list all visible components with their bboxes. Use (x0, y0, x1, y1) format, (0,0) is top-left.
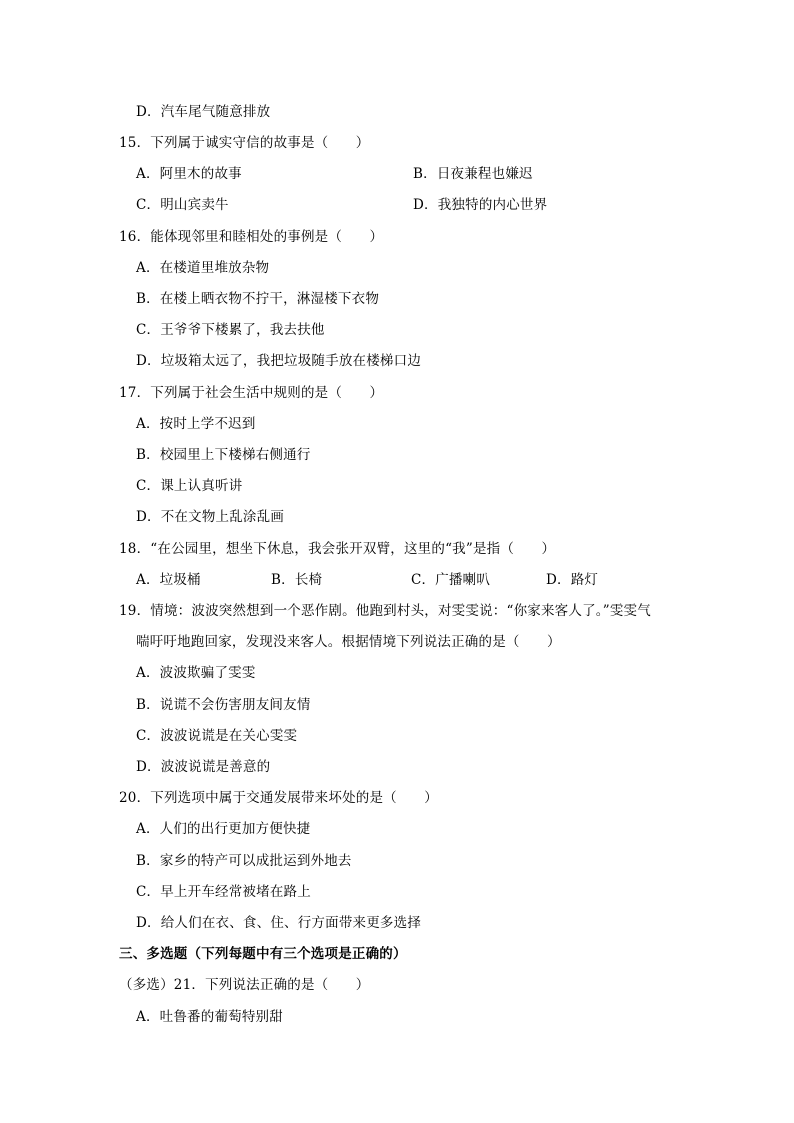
q17-option-a: A．按时上学不迟到 (136, 416, 256, 432)
q18-stem: 18．“在公园里，想坐下休息，我会张开双臂，这里的“我”是指（ ） (119, 541, 556, 557)
q19-option-d: D．波波说谎是善意的 (136, 759, 271, 775)
q20-option-d: D．给人们在衣、食、住、行方面带来更多选择 (136, 915, 422, 931)
q16-option-a: A．在楼道里堆放杂物 (136, 260, 270, 276)
q15-option-d: D．我独特的内心世界 (413, 197, 548, 213)
q16-option-d: D．垃圾箱太远了，我把垃圾随手放在楼梯口边 (136, 353, 422, 369)
section-3-heading: 三、多选题（下列每题中有三个选项是正确的） (119, 946, 407, 962)
q17-stem: 17．下列属于社会生活中规则的是（ ） (119, 385, 384, 401)
q21-option-a: A．吐鲁番的葡萄特别甜 (136, 1009, 283, 1025)
q15-option-c: C．明山宾卖牛 (136, 197, 229, 213)
q15-option-b: B．日夜兼程也嫌迟 (413, 166, 533, 182)
q16-stem: 16．能体现邻里和睦相处的事例是（ ） (119, 229, 384, 245)
q19-option-c: C．波波说谎是在关心雯雯 (136, 728, 298, 744)
q20-option-c: C．早上开车经常被堵在路上 (136, 884, 311, 900)
q15-option-a: A．阿里木的故事 (136, 166, 242, 182)
q15-stem: 15．下列属于诚实守信的故事是（ ） (119, 135, 370, 151)
q21-stem: （多选）21．下列说法正确的是（ ） (119, 977, 370, 993)
q20-stem: 20．下列选项中属于交通发展带来坏处的是（ ） (119, 790, 438, 806)
q19-option-b: B．说谎不会伤害朋友间友情 (136, 697, 311, 713)
q18-option-a: A．垃圾桶 (136, 572, 201, 588)
q16-option-c: C．王爷爷下楼累了，我去扶他 (136, 322, 325, 338)
q20-option-a: A．人们的出行更加方便快捷 (136, 821, 311, 837)
q17-option-c: C．课上认真听讲 (136, 478, 243, 494)
q20-option-b: B．家乡的特产可以成批运到外地去 (136, 853, 352, 869)
q19-option-a: A．波波欺骗了雯雯 (136, 665, 256, 681)
q18-option-b: B．长椅 (271, 572, 323, 588)
q16-option-b: B．在楼上晒衣物不拧干，淋湿楼下衣物 (136, 291, 380, 307)
q19-stem-line-1: 19．情境：波波突然想到一个恶作剧。他跑到村头，对雯雯说：“你家来客人了。”雯雯气 (119, 603, 651, 619)
q18-option-c: C．广播喇叭 (411, 572, 491, 588)
q17-option-b: B．校园里上下楼梯右侧通行 (136, 447, 311, 463)
q14-option-d: D．汽车尾气随意排放 (136, 104, 271, 120)
q19-stem-line-2: 喘吁吁地跑回家，发现没来客人。根据情境下列说法正确的是（ ） (136, 634, 561, 650)
q18-option-d: D．路灯 (546, 572, 599, 588)
q17-option-d: D．不在文物上乱涂乱画 (136, 509, 285, 525)
